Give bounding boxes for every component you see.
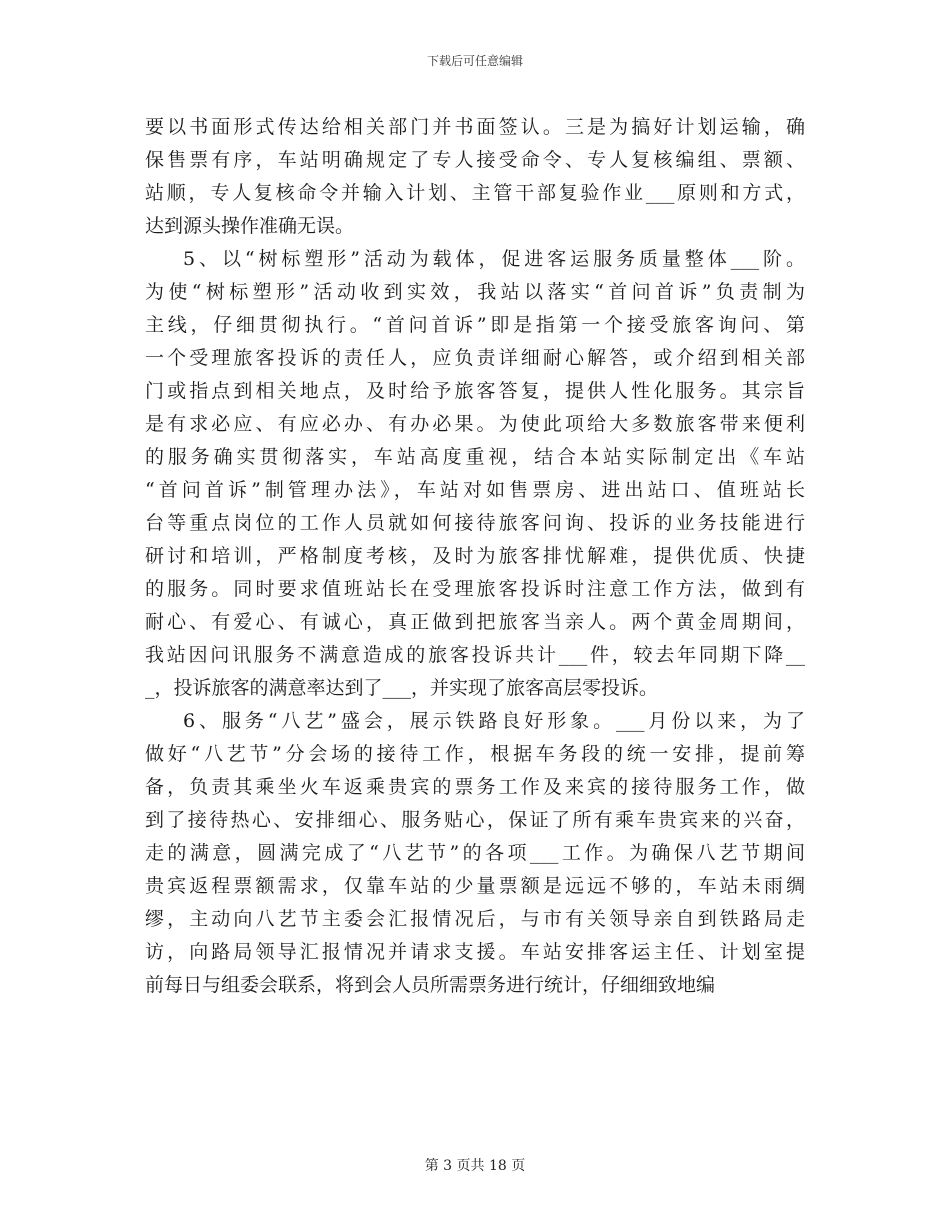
text-line: 做好“八艺节”分会场的接待工作，根据车务段的统一安排，提前筹 <box>145 743 805 765</box>
document-body <box>145 111 805 1002</box>
text-line: “首问首诉”制管理办法》，车站对如售票房、进出站口、值班站长 <box>145 479 805 501</box>
text-line: 是有求必应、有应必办、有办必果。为使此项给大多数旅客带来便利 <box>145 413 805 435</box>
paragraph <box>145 243 805 705</box>
text-line: 的服务。同时要求值班站长在受理旅客投诉时注意工作方法，做到有 <box>145 578 805 600</box>
text-line: 前每日与组委会联系，将到会人员所需票务进行统计，仔细细致地编 <box>145 974 716 996</box>
text-line: 台等重点岗位的工作人员就如何接待旅客问询、投诉的业务技能进行 <box>145 512 805 534</box>
text-line: 的服务确实贯彻落实，车站高度重视，结合本站实际制定出《车站 <box>145 446 805 468</box>
text-line: 达到源头操作准确无误。 <box>145 215 355 237</box>
text-line: 5、以“树标塑形”活动为载体，促进客运服务质量整体___阶。 <box>183 248 805 270</box>
text-line: 门或指点到相关地点，及时给予旅客答复，提供人性化服务。其宗旨 <box>145 380 805 402</box>
text-line: 备，负责其乘坐火车返乘贵宾的票务工作及来宾的接待服务工作，做 <box>145 776 805 798</box>
text-line: 贵宾返程票额需求，仅靠车站的少量票额是远远不够的，车站未雨绸 <box>145 875 805 897</box>
page-header-note: 下载后可任意编辑 <box>426 54 523 68</box>
paragraph <box>145 705 805 1002</box>
text-line: 到了接待热心、安排细心、服务贴心，保证了所有乘车贵宾来的兴奋， <box>145 809 805 831</box>
text-line: 耐心、有爱心、有诚心，真正做到把旅客当亲人。两个黄金周期间， <box>145 611 805 633</box>
text-line: 我站因问讯服务不满意造成的旅客投诉共计___件，较去年同期下降__ <box>145 644 805 666</box>
text-line: _，投诉旅客的满意率达到了___，并实现了旅客高层零投诉。 <box>145 677 659 699</box>
text-line: 6、服务“八艺”盛会，展示铁路良好形象。___月份以来，为了 <box>183 710 805 732</box>
text-line: 保售票有序，车站明确规定了专人接受命令、专人复核编组、票额、 <box>145 149 805 171</box>
paragraph <box>145 111 805 243</box>
text-line: 一个受理旅客投诉的责任人，应负责详细耐心解答，或介绍到相关部 <box>145 347 805 369</box>
text-line: 为使“树标塑形”活动收到实效，我站以落实“首问首诉”负责制为 <box>145 281 805 303</box>
text-line: 主线，仔细贯彻执行。“首问首诉”即是指第一个接受旅客询问、第 <box>145 314 805 336</box>
text-line: 站顺，专人复核命令并输入计划、主管干部复验作业___原则和方式， <box>145 182 805 204</box>
text-line: 走的满意，圆满完成了“八艺节”的各项___工作。为确保八艺节期间 <box>145 842 805 864</box>
page-number: 第 3 页共 18 页 <box>424 1158 526 1174</box>
text-line: 要以书面形式传达给相关部门并书面签认。三是为搞好计划运输，确 <box>145 116 805 138</box>
text-line: 缪，主动向八艺节主委会汇报情况后，与市有关领导亲自到铁路局走 <box>145 908 805 930</box>
text-line: 访，向路局领导汇报情况并请求支援。车站安排客运主任、计划室提 <box>145 941 805 963</box>
text-line: 研讨和培训，严格制度考核，及时为旅客排忧解难，提供优质、快捷 <box>145 545 805 567</box>
